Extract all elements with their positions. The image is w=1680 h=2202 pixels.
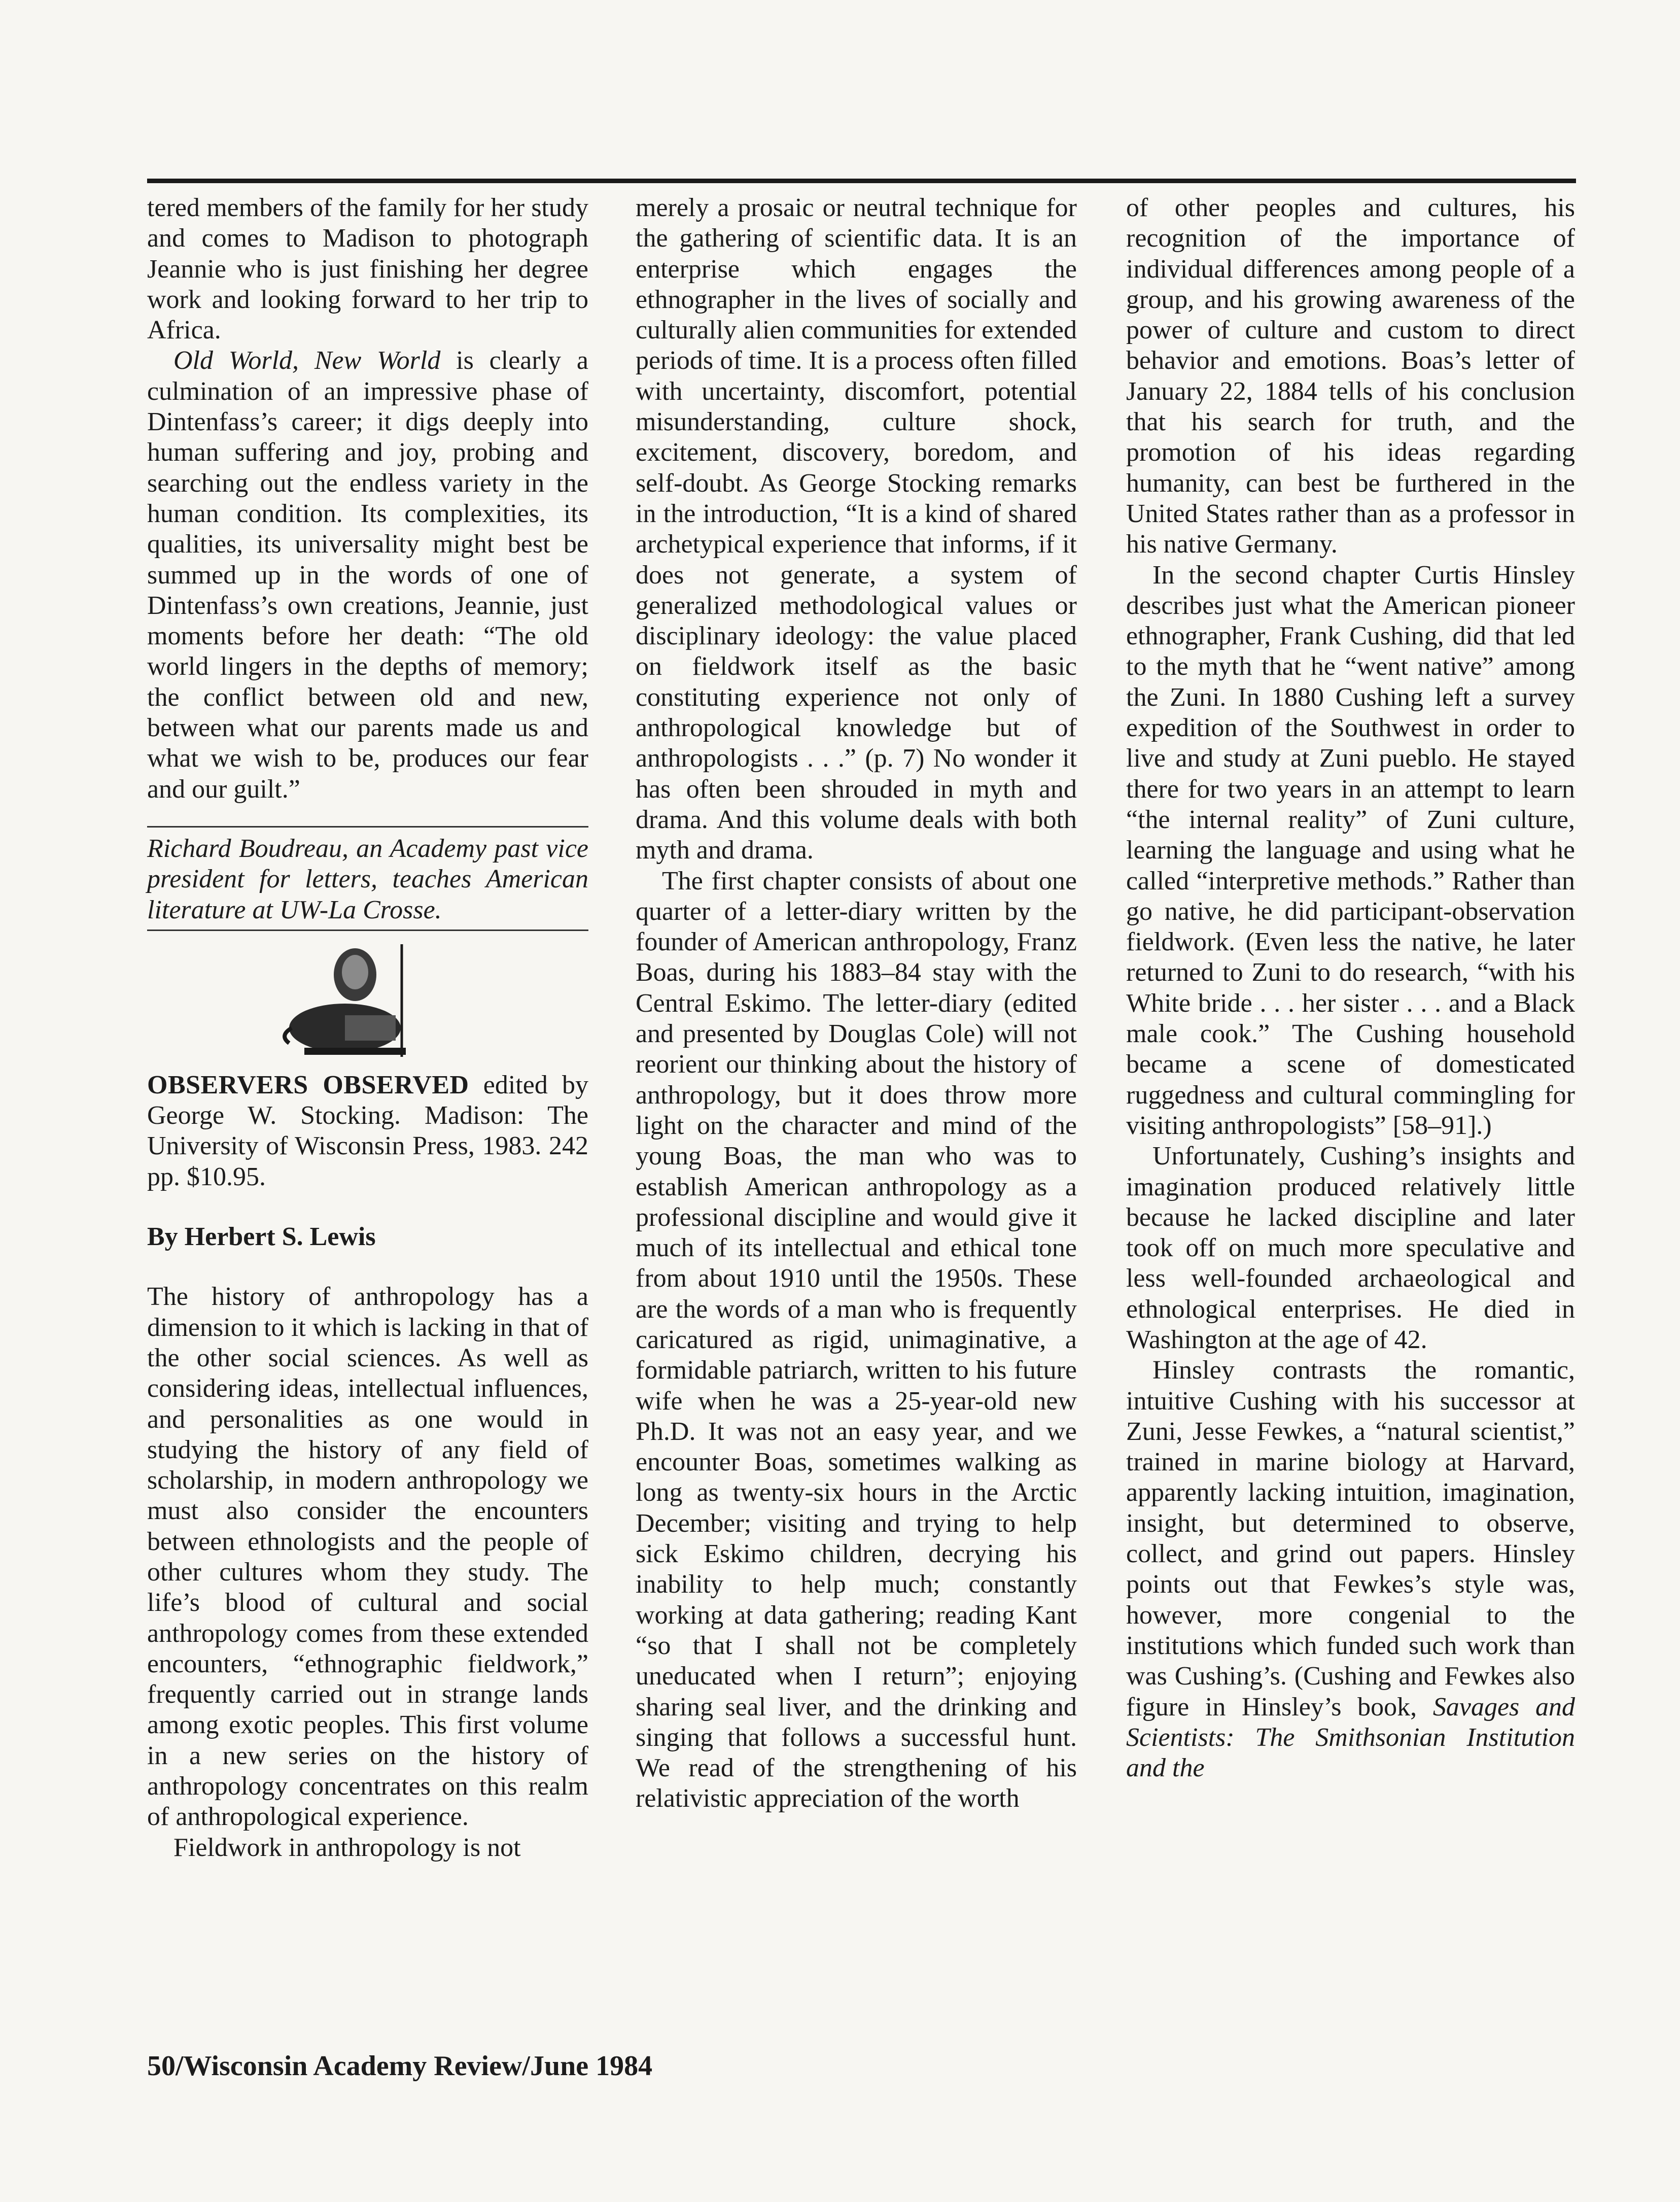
author-bio: Richard Boudreau, an Academy past vice president for letters, teaches American literature at UW-La Crosse. bbox=[147, 826, 588, 931]
review-paragraph: Hinsley contrasts the romantic, intuitive Cushing with his successor at Zuni, Jesse Fewkes, a “natural scientist,” trained in marine biology at Harvard, apparently lacking intuition, imagination, insight, but determined to observe, collect, and grind out papers. Hinsley points out that Fewkes’s style was, however, more congenial to the institutions which funded such work than was Cushing’s. (Cushing and Fewkes also figure in Hinsley’s book, Savages and Scientists: The Smithsonian Institution and the bbox=[1126, 1356, 1575, 1783]
book-title: OBSERVERS OBSERVED bbox=[147, 1070, 469, 1099]
review-paragraph: The first chapter consists of about one quarter of a letter-diary written by the founder of American anthropology, Franz Boas, during his 1883–84 stay with the Central Eskimo. The letter-diary (edited and presented by Douglas Cole) will not reorient our thinking about the history of anthropology, but it does throw more light on the character and mind of the young Boas, the man who was to establish American anthropology as a professional discipline and would give it much of its intellectual and ethical tone from about 1910 until the 1950s. These are the words of a man who is frequently caricatured as rigid, unimaginative, a formidable patriarch, written to his future wife when he was a 25-year-old new Ph.D. It was not an easy year, and we encounter Boas, sometimes walking as long as twenty-six hours in the Arctic December; visiting and trying to help sick Eskimo children, decrying his inability to help much; constantly working at data gathering; reading Kant “so that I shall not be completely uneducated when I return”; enjoying sharing seal liver, and the drinking and singing that follows a successful hunt. We read of the strengthening of his relativistic appreciation of the worth bbox=[636, 866, 1077, 1813]
review-paragraph: merely a prosaic or neutral technique for the gathering of scientific data. It is an enterprise which engages the ethnographer in the lives of socially and culturally alien communities for extended periods of time. It is a process often filled with uncertainty, discomfort, potential misunderstanding, culture shock, excitement, discovery, boredom, and self-doubt. As George Stocking remarks in the introduction, “It is a kind of shared archetypical experience that informs, if it does not generate, a system of generalized methodological values or disciplinary ideology: the value placed on fieldwork itself as the basic constituting experience not only of anthropological knowledge but of anthropologists . . .” (p. 7) No wonder it has often been shrouded in myth and drama. And this volume deals with both myth and drama. bbox=[636, 193, 1077, 865]
book-title-italic: Old World, New World bbox=[173, 346, 441, 375]
column-3 bbox=[1126, 193, 1575, 1783]
book-citation: OBSERVERS OBSERVED edited by George W. Stocking. Madison: The University of Wisconsin Press, 1983. 242 pp. $10.95. bbox=[147, 1070, 588, 1191]
column-1 bbox=[147, 193, 588, 1863]
top-rule bbox=[147, 179, 1576, 183]
column-2 bbox=[636, 193, 1077, 1814]
reviewer-byline: By Herbert S. Lewis bbox=[147, 1222, 376, 1252]
review-paragraph: Fieldwork in anthropology is not bbox=[173, 1833, 521, 1862]
page-footer: 50/Wisconsin Academy Review/June 1984 bbox=[147, 2050, 653, 2082]
review-conclusion-paragraph: Old World, New World is clearly a culmination of an impressive phase of Dintenfass’s career; it digs deeply into human suffering and joy, probing and searching out the endless variety in the human condition. Its complexities, its qualities, its universality might best be summed up in the words of one of Dintenfass’s own creations, Jeannie, just moments before her death: “The old world lingers in the depths of memory; the conflict between old and new, between what our parents made us and what we wish to be, produces our fear and our guilt.” bbox=[147, 346, 588, 804]
review-ending-paragraph: tered members of the family for her study and comes to Madison to photograph Jeannie who is just finishing her degree work and looking forward to her trip to Africa. bbox=[147, 193, 588, 345]
review-intro-paragraph: The history of anthropology has a dimension to it which is lacking in that of the other social sciences. As well as considering ideas, intellectual influences, and personalities as one would in studying the history of any field of scholarship, in modern anthropology we must also consider the encounters between ethnologists and the people of other cultures whom they study. The life’s blood of cultural and social anthropology comes from these extended encounters, “ethnographic fieldwork,” frequently carried out in strange lands among exotic peoples. This first volume in a new series on the history of anthropology concentrates on this realm of anthropological experience. bbox=[147, 1282, 588, 1832]
sphinx-emblem-icon bbox=[147, 939, 588, 1066]
cited-book-title: Savages and Scientists: The Smithsonian Institution and the bbox=[1126, 1692, 1575, 1783]
review-paragraph: In the second chapter Curtis Hinsley describes just what the American pioneer ethnographer, Frank Cushing, did that led to the myth that he “went native” among the Zuni. In 1880 Cushing left a survey expedition of the Southwest in order to live and study at Zuni pueblo. He stayed there for two years in an attempt to learn “the internal reality” of Zuni culture, learning the language and using what he called “interpretive methods.” Rather than go native, he did participant-observation fieldwork. (Even less the native, he later returned to Zuni to do research, “with his White bride . . . her sister . . . and a Black male cook.” The Cushing household became a scene of domesticated ruggedness and cultural commingling for visiting anthropologists” [58–91].) bbox=[1126, 560, 1575, 1140]
review-paragraph: of other peoples and cultures, his recognition of the importance of individual differences among people of a group, and his growing awareness of the power of culture and custom to direct behavior and emotions. Boas’s letter of January 22, 1884 tells of his conclusion that his search for truth, and the promotion of his ideas regarding humanity, can best be furthered in the United States rather than as a professor in his native Germany. bbox=[1126, 193, 1575, 559]
review-paragraph: Unfortunately, Cushing’s insights and imagination produced relatively little because he lacked discipline and later took off on much more speculative and less well-founded archaeological and ethnological enterprises. He died in Washington at the age of 42. bbox=[1126, 1142, 1575, 1354]
